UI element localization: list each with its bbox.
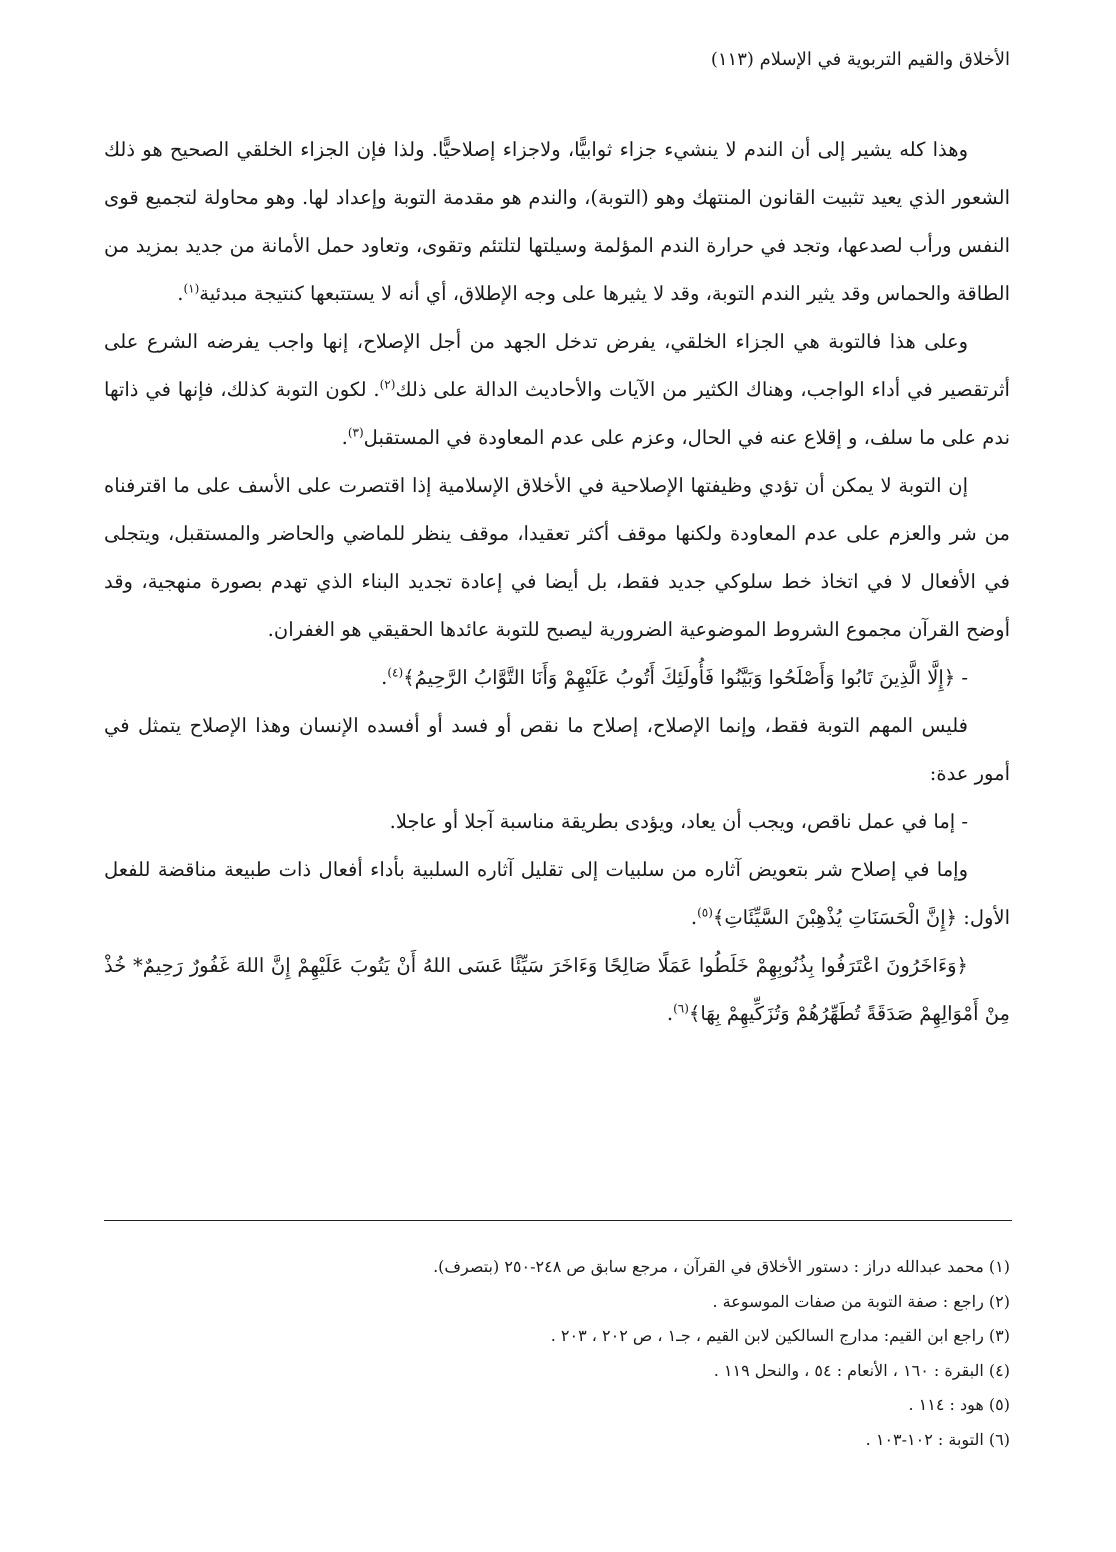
footnote-ref-3[interactable]: (٣) [347,425,364,440]
running-header: الأخلاق والقيم التربوية في الإسلام (١١٣) [710,49,1010,70]
paragraph-text: إن التوبة لا يمكن أن تؤدي وظيفتها الإصلاحية في الأخلاق الإسلامية إذا اقتصرت على الأسف على ما اقترفناه من شر والعزم على عدم المعاودة ولكنها موقف أكثر تعقيدا، موقف ينظر للماضي والحاضر والمستقبل، ويتجلى في الأفعال لا في اتخاذ خط سلوكي جديد فقط، بل أيضا في إعادة تجديد البناء الذي تهدم بصورة منهجية، وقد أوضح القرآن مجموع الشروط الموضوعية الضرورية ليصبح للتوبة عائدها الحقيقي هو الغفران. [104,474,1010,641]
paragraph-text: فليس المهم التوبة فقط، وإنما الإصلاح، إصلاح ما نقص أو فسد أو أفسده الإنسان وهذا الإصلاح يتمثل في أمور عدة: [104,714,1010,785]
footnote-4: (٤) البقرة : ١٦٠ ، الأنعام : ٥٤ ، والنحل ١١٩ . [713,1360,1010,1380]
verse-text: - ﴿إِلَّا الَّذِينَ تَابُوا وَأَصْلَحُوا وَبَيَّنُوا فَأُولَئِكَ أَتُوبُ عَلَيْهِمْ وَأَنَا التَّوَّابُ الرَّحِيمُ﴾ [403,666,968,689]
paragraph-text: وعلى هذا فالتوبة هي الجزاء الخلقي، يفرض تدخل الجهد من أجل الإصلاح، إنها واجب يفرضه الشرع على أثرتقصير في أداء الواجب، وهناك الكثير من الآيات والأحاديث الدالة على ذلك [104,330,1010,401]
footnote-ref-5[interactable]: (٥) [697,905,713,920]
paragraph-text: . لكون التوبة كذلك، فإنها في ذاتها ندم على ما سلف، و إقلاع عنه في الحال، وعزم على عدم المعاودة في المستقبل [104,378,1010,449]
quran-verse-1: - ﴿إِلَّا الَّذِينَ تَابُوا وَأَصْلَحُوا وَبَيَّنُوا فَأُولَئِكَ أَتُوبُ عَلَيْهِمْ وَأَنَا التَّوَّابُ الرَّحِيمُ﴾$^{(٤)}$. [381,665,968,689]
footnote-ref-1[interactable]: (١) [183,281,200,296]
footnote-3: (٣) راجع ابن القيم: مدارج السالكين لابن القيم ، جـ١ ، ص ٢٠٢ ، ٢٠٣ . [550,1326,1010,1345]
footnote-1: (١) محمد عبدالله دراز : دستور الأخلاق في القرآن ، مرجع سابق ص ٢٤٨-٢٥٠ (بتصرف). [433,1257,1010,1276]
footnote-ref-2[interactable]: (٢) [379,377,396,392]
footnote-6: (٦) التوبة : ١٠٢-١٠٣ . [865,1429,1010,1449]
paragraph-2: وعلى هذا فالتوبة هي الجزاء الخلقي، يفرض تدخل الجهد من أجل الإصلاح، إنها واجب يفرضه الشرع على أثرتقصير في أداء الواجب، وهناك الكثير من الآيات والأحاديث الدالة على ذلك$^{(٢)}$. لكون التوبة كذلك، فإنها في ذاتها ندم على ما سلف، و إقلاع عنه في الحال، وعزم على عدم المعاودة في المستقبل$^{(٣)}$. [104,330,1010,449]
list-item-1 [104,798,1010,846]
paragraph-5: وإما في إصلاح شر بتعويض آثاره من سلبيات إلى تقليل آثاره السلبية بأداء أفعال ذات طبيعة مناقضة للفعل الأول: ﴿إِنَّ الْحَسَنَاتِ يُذْهِبْنَ السَّيِّئَاتِ﴾$^{(٥)}$. [104,858,1010,929]
quran-verse-2: ﴿وَءَاخَرُونَ اعْتَرَفُوا بِذُنُوبِهِمْ خَلَطُوا عَمَلًا صَالِحًا وَءَاخَرَ سَيِّئًا عَسَى اللهُ أَنْ يَتُوبَ عَلَيْهِمْ إِنَّ اللهَ غَفُورٌ رَحِيمٌ* خُذْ مِنْ أَمْوَالِهِمْ صَدَقَةً تُطَهِّرُهُمْ وَتُزَكِّيهِمْ بِهَا﴾$^{(٦)}$. [104,954,1010,1025]
paragraph-3 [104,462,1010,654]
paragraph-1: وهذا كله يشير إلى أن الندم لا ينشيء جزاء ثوابيًّا، ولاجزاء إصلاحيًّا. ولذا فإن الجزاء الخلقي الصحيح هو ذلك الشعور الذي يعيد تثبيت القانون المنتهك وهو (التوبة)، والندم هو مقدمة التوبة وإعداد لها. وهو محاولة لتجميع قوى النفس ورأب لصدعها، وتجد في حرارة الندم المؤلمة وسيلتها لتلتئم وتقوى، وتعاود حمل الأمانة من جديد بمزيد من الطاقة والحماس وقد يثير الندم التوبة، وقد لا يثيرها على وجه الإطلاق، أي أنه لا يستتبعها كنتيجة مبدئية$^{(١)}$. [104,138,1010,305]
footnote-2: (٢) راجع : صفة التوبة من صفات الموسوعة . [712,1291,1010,1311]
footnote-ref-6[interactable]: (٦) [673,1001,689,1016]
paragraph-text: وإما في إصلاح شر بتعويض آثاره من سلبيات إلى تقليل آثاره السلبية بأداء أفعال ذات طبيعة مناقضة للفعل الأول: ﴿إِنَّ الْحَسَنَاتِ يُذْهِبْنَ السَّيِّئَاتِ﴾ [104,858,1010,929]
paragraph-4 [104,702,1010,798]
footnote-ref-4[interactable]: (٤) [387,665,404,680]
verse-text: ﴿وَءَاخَرُونَ اعْتَرَفُوا بِذُنُوبِهِمْ خَلَطُوا عَمَلًا صَالِحًا وَءَاخَرَ سَيِّئًا عَسَى اللهُ أَنْ يَتُوبَ عَلَيْهِمْ إِنَّ اللهَ غَفُورٌ رَحِيمٌ* خُذْ مِنْ أَمْوَالِهِمْ صَدَقَةً تُطَهِّرُهُمْ وَتُزَكِّيهِمْ بِهَا﴾ [104,954,1010,1025]
footnotes [104,1250,1010,1457]
paragraph-text: وهذا كله يشير إلى أن الندم لا ينشيء جزاء ثوابيًّا، ولاجزاء إصلاحيًّا. ولذا فإن الجزاء الخلقي الصحيح هو ذلك الشعور الذي يعيد تثبيت القانون المنتهك وهو (التوبة)، والندم هو مقدمة التوبة وإعداد لها. وهو محاولة لتجميع قوى النفس ورأب لصدعها، وتجد في حرارة الندم المؤلمة وسيلتها لتلتئم وتقوى، وتعاود حمل الأمانة من جديد بمزيد من الطاقة والحماس وقد يثير الندم التوبة، وقد لا يثيرها على وجه الإطلاق، أي أنه لا يستتبعها كنتيجة مبدئية [104,138,1010,305]
footnote-5: (٥) هود : ١١٤ . [908,1395,1010,1414]
body-text [104,126,1010,1038]
paragraph-text: - إما في عمل ناقص، ويجب أن يعاد، ويؤدى بطريقة مناسبة آجلا أو عاجلا. [389,810,968,833]
footnote-separator [104,1220,1012,1221]
